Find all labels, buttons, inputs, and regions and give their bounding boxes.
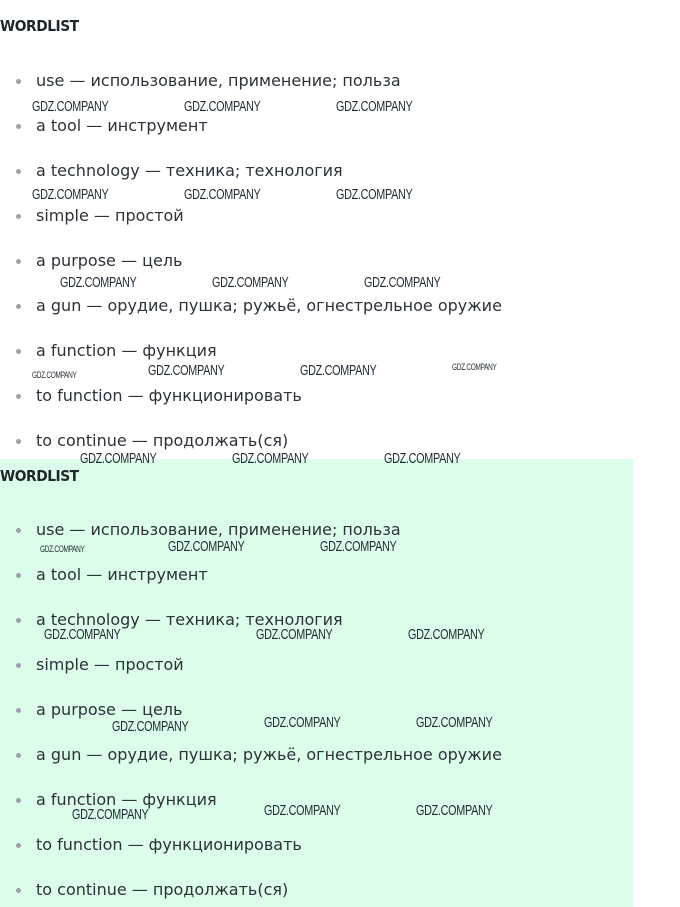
watermark: GDZ.COMPANY — [72, 806, 149, 823]
watermark: GDZ.COMPANY — [232, 450, 309, 467]
word-entry — [36, 296, 502, 316]
word-entry-text: a gun — орудие, пушка; ружьё, огнестрельное оружие — [36, 296, 502, 315]
bullet-icon — [16, 259, 21, 264]
word-entry-text: to continue — продолжать(ся) — [36, 880, 289, 899]
bullet-icon — [16, 169, 21, 174]
watermark: GDZ.COMPANY — [148, 362, 225, 379]
word-entry — [36, 700, 182, 720]
watermark: GDZ.COMPANY — [32, 370, 77, 380]
watermark: GDZ.COMPANY — [264, 802, 341, 819]
word-entry-text: a technology — техника; технология — [36, 161, 343, 180]
word-entry — [36, 835, 302, 855]
bullet-icon — [16, 573, 21, 578]
watermark: GDZ.COMPANY — [416, 714, 493, 731]
watermark: GDZ.COMPANY — [300, 362, 377, 379]
bullet-icon — [16, 349, 21, 354]
watermark: GDZ.COMPANY — [416, 802, 493, 819]
watermark: GDZ.COMPANY — [256, 626, 333, 643]
word-entry-text: a purpose — цель — [36, 251, 183, 270]
watermark: GDZ.COMPANY — [168, 538, 245, 555]
watermark: GDZ.COMPANY — [336, 186, 413, 203]
watermark: GDZ.COMPANY — [184, 98, 261, 115]
bullet-icon — [16, 79, 21, 84]
watermark: GDZ.COMPANY — [384, 450, 461, 467]
bullet-icon — [16, 753, 21, 758]
watermark: GDZ.COMPANY — [32, 98, 109, 115]
watermark: GDZ.COMPANY — [336, 98, 413, 115]
watermark: GDZ.COMPANY — [452, 362, 497, 372]
word-entry-text: use — использование, применение; польза — [36, 71, 401, 90]
bullet-icon — [16, 124, 21, 129]
word-entry-text: simple — простой — [36, 655, 184, 674]
bullet-icon — [16, 304, 21, 309]
bullet-icon — [16, 214, 21, 219]
word-entry — [36, 520, 401, 540]
word-entry — [36, 341, 217, 361]
word-entry — [36, 745, 502, 765]
word-entry — [36, 655, 184, 675]
bullet-icon — [16, 888, 21, 893]
watermark: GDZ.COMPANY — [80, 450, 157, 467]
wordlist-heading: WORDLIST — [0, 467, 79, 485]
word-entry — [36, 565, 208, 585]
watermark: GDZ.COMPANY — [60, 274, 137, 291]
watermark: GDZ.COMPANY — [112, 718, 189, 735]
word-entry — [36, 251, 182, 271]
bullet-icon — [16, 618, 21, 623]
word-entry-text: use — использование, применение; польза — [36, 520, 401, 539]
bullet-icon — [16, 394, 21, 399]
watermark: GDZ.COMPANY — [408, 626, 485, 643]
wordlist-section-highlighted — [0, 459, 633, 907]
watermark: GDZ.COMPANY — [40, 544, 85, 554]
word-entry-text: to continue — продолжать(ся) — [36, 431, 289, 450]
word-entry — [36, 116, 208, 136]
bullet-icon — [16, 663, 21, 668]
word-entry-text: to function — функционировать — [36, 386, 302, 405]
watermark: GDZ.COMPANY — [44, 626, 121, 643]
wordlist-heading: WORDLIST — [0, 17, 79, 35]
word-entry-text: a gun — орудие, пушка; ружьё, огнестрельное оружие — [36, 745, 502, 764]
bullet-icon — [16, 843, 21, 848]
word-entry-text: a function — функция — [36, 790, 217, 809]
watermark: GDZ.COMPANY — [32, 186, 109, 203]
word-entry-text: a tool — инструмент — [36, 116, 208, 135]
word-entry — [36, 431, 288, 451]
word-entry-text: a tool — инструмент — [36, 565, 208, 584]
watermark: GDZ.COMPANY — [212, 274, 289, 291]
word-entry — [36, 206, 184, 226]
bullet-icon — [16, 528, 21, 533]
word-entry — [36, 386, 302, 406]
word-entry-text: a purpose — цель — [36, 700, 183, 719]
watermark: GDZ.COMPANY — [364, 274, 441, 291]
watermark: GDZ.COMPANY — [320, 538, 397, 555]
bullet-icon — [16, 798, 21, 803]
word-entry-text: simple — простой — [36, 206, 184, 225]
watermark: GDZ.COMPANY — [264, 714, 341, 731]
bullet-icon — [16, 439, 21, 444]
watermark: GDZ.COMPANY — [184, 186, 261, 203]
word-entry — [36, 880, 288, 900]
word-entry-text: a technology — техника; технология — [36, 610, 343, 629]
bullet-icon — [16, 708, 21, 713]
word-entry-text: to function — функционировать — [36, 835, 302, 854]
word-entry — [36, 71, 401, 91]
word-entry — [36, 161, 343, 181]
word-entry-text: a function — функция — [36, 341, 217, 360]
